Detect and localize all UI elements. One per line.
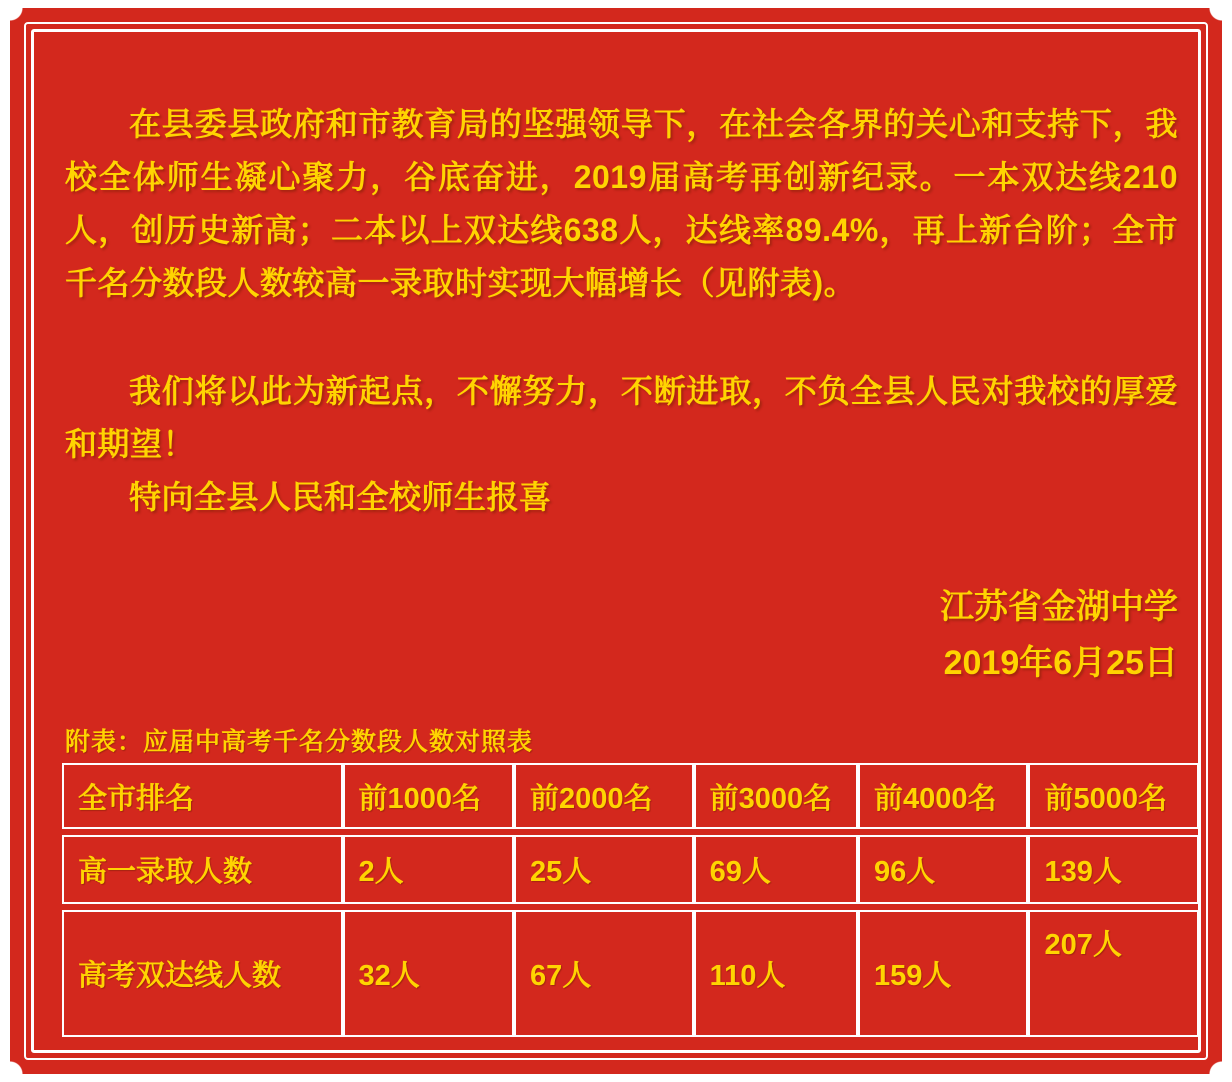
table-row-gaokao-double-line — [62, 910, 1199, 1037]
header-cell-top5000: 前5000名 — [1028, 763, 1199, 829]
paragraph-pledge: 我们将以此为新起点，不懈努力，不断进取，不负全县人民对我校的厚爱和期望！ — [65, 373, 1178, 462]
paragraph-announcement: 特向全县人民和全校师生报喜 — [129, 479, 552, 515]
table-cell: 110人 — [694, 910, 858, 1037]
header-cell-top3000: 前3000名 — [694, 763, 858, 829]
signature-block — [65, 579, 1178, 691]
table-cell: 25人 — [514, 835, 694, 904]
row-label: 高一录取人数 — [62, 835, 343, 904]
header-cell-top1000: 前1000名 — [343, 763, 515, 829]
header-cell-top2000: 前2000名 — [514, 763, 694, 829]
row-label: 高考双达线人数 — [62, 910, 343, 1037]
header-cell-top4000: 前4000名 — [858, 763, 1028, 829]
table-cell: 2人 — [343, 835, 515, 904]
header-cell-rank: 全市排名 — [62, 763, 343, 829]
score-comparison-table — [62, 757, 1199, 1043]
signature-school: 江苏省金湖中学 — [940, 588, 1178, 626]
table-cell: 67人 — [514, 910, 694, 1037]
table-cell: 207人 — [1028, 910, 1199, 1037]
signature-date: 2019年6月25日 — [943, 644, 1178, 682]
table-cell: 96人 — [858, 835, 1028, 904]
table-cell: 32人 — [343, 910, 515, 1037]
paragraph-achievements: 在县委县政府和市教育局的坚强领导下，在社会各界的关心和支持下，我校全体师生凝心聚力，谷底奋进，2019届高考再创新纪录。一本双达线210人，创历史新高；二本以上双达线638人，达线率89.4%，再上新台阶；全市千名分数段人数较高一录取时实现大幅增长（见附表)。 — [65, 106, 1178, 301]
table-cell: 69人 — [694, 835, 858, 904]
table-row-senior1-admission — [62, 835, 1199, 904]
poster-content — [10, 8, 1222, 1074]
table-header-row — [62, 763, 1199, 829]
table-caption: 附表：应届中高考千名分数段人数对照表 — [65, 728, 534, 756]
table-cell: 139人 — [1028, 835, 1199, 904]
table-cell: 159人 — [858, 910, 1028, 1037]
announcement-poster — [10, 8, 1222, 1074]
